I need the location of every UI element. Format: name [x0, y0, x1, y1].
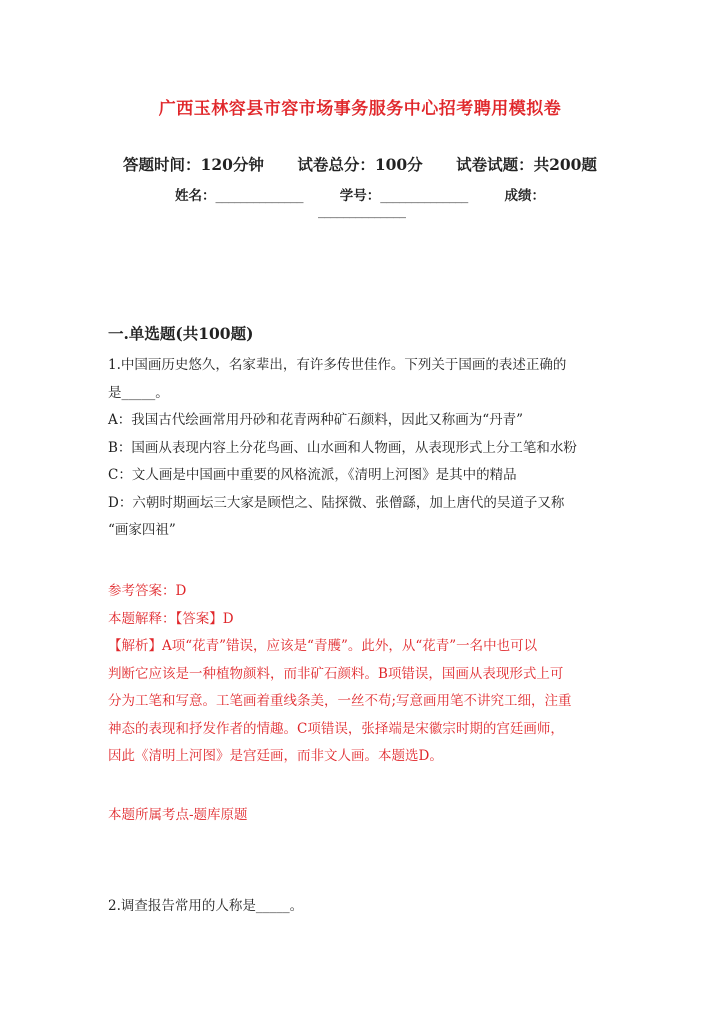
- answer-block: [108, 578, 618, 771]
- exam-time: 答题时间：120分钟: [123, 155, 264, 174]
- grade-label: 成绩：: [504, 188, 545, 204]
- grade-field: [504, 188, 545, 204]
- question-source: 本题所属考点-题库原题: [108, 807, 248, 823]
- name-label: 姓名：: [175, 188, 216, 204]
- grade-blank: ______________: [318, 203, 406, 219]
- question-stem-cont: 是_____。: [108, 384, 169, 401]
- question-stem: 1.中国画历史悠久，名家辈出，有许多传世佳作。下列关于国画的表述正确的: [108, 357, 567, 373]
- exam-title: 广西玉林容县市容市场事务服务中心招考聘用模拟卷: [158, 99, 562, 119]
- option-d: D：六朝时期画坛三大家是顾恺之、陆探微、张僧繇，加上唐代的吴道子又称: [108, 494, 565, 511]
- option-c: C：文人画是中国画中重要的风格流派，《清明上河图》是其中的精品: [108, 467, 517, 483]
- exam-meta: [0, 153, 720, 175]
- reference-answer: 参考答案：D: [108, 583, 187, 599]
- explanation-line: 分为工笔和写意。工笔画着重线条美，一丝不苟;写意画用笔不讲究工细，注重: [108, 693, 572, 709]
- option-b: B：国画从表现内容上分花鸟画、山水画和人物画，从表现形式上分工笔和水粉: [108, 439, 577, 456]
- explanation-line: 神态的表现和抒发作者的情趣。C项错误，张择端是宋徽宗时期的宫廷画师，: [108, 720, 564, 737]
- section-title: 一.单选题(共100题): [108, 324, 254, 343]
- student-info: [0, 184, 720, 204]
- exam-question-count: 试卷试题：共200题: [456, 155, 597, 174]
- explanation-line: 因此《清明上河图》是宫廷画，而非文人画。本题选D。: [108, 748, 443, 764]
- exam-total-score: 试卷总分：100分: [297, 155, 423, 174]
- id-label: 学号：: [339, 188, 381, 204]
- option-a: A：我国古代绘画常用丹砂和花青两种矿石颜料，因此又称画为“丹青”: [108, 412, 524, 428]
- question-2: 2.调查报告常用的人称是_____。: [108, 898, 304, 914]
- question-1: [108, 352, 618, 545]
- name-field: [175, 188, 308, 204]
- name-blank: ______________: [215, 188, 304, 204]
- explanation-head: 本题解释：【答案】D: [108, 610, 234, 627]
- id-blank: ______________: [380, 188, 468, 204]
- id-field: [340, 188, 473, 204]
- option-d-cont: “画家四祖”: [108, 522, 176, 538]
- explanation-line: 判断它应该是一种植物颜料，而非矿石颜料。B项错误，国画从表现形式上可: [108, 665, 564, 682]
- explanation-line: 【解析】A项“花青”错误，应该是“青雘”。此外，从“花青”一名中也可以: [108, 638, 538, 654]
